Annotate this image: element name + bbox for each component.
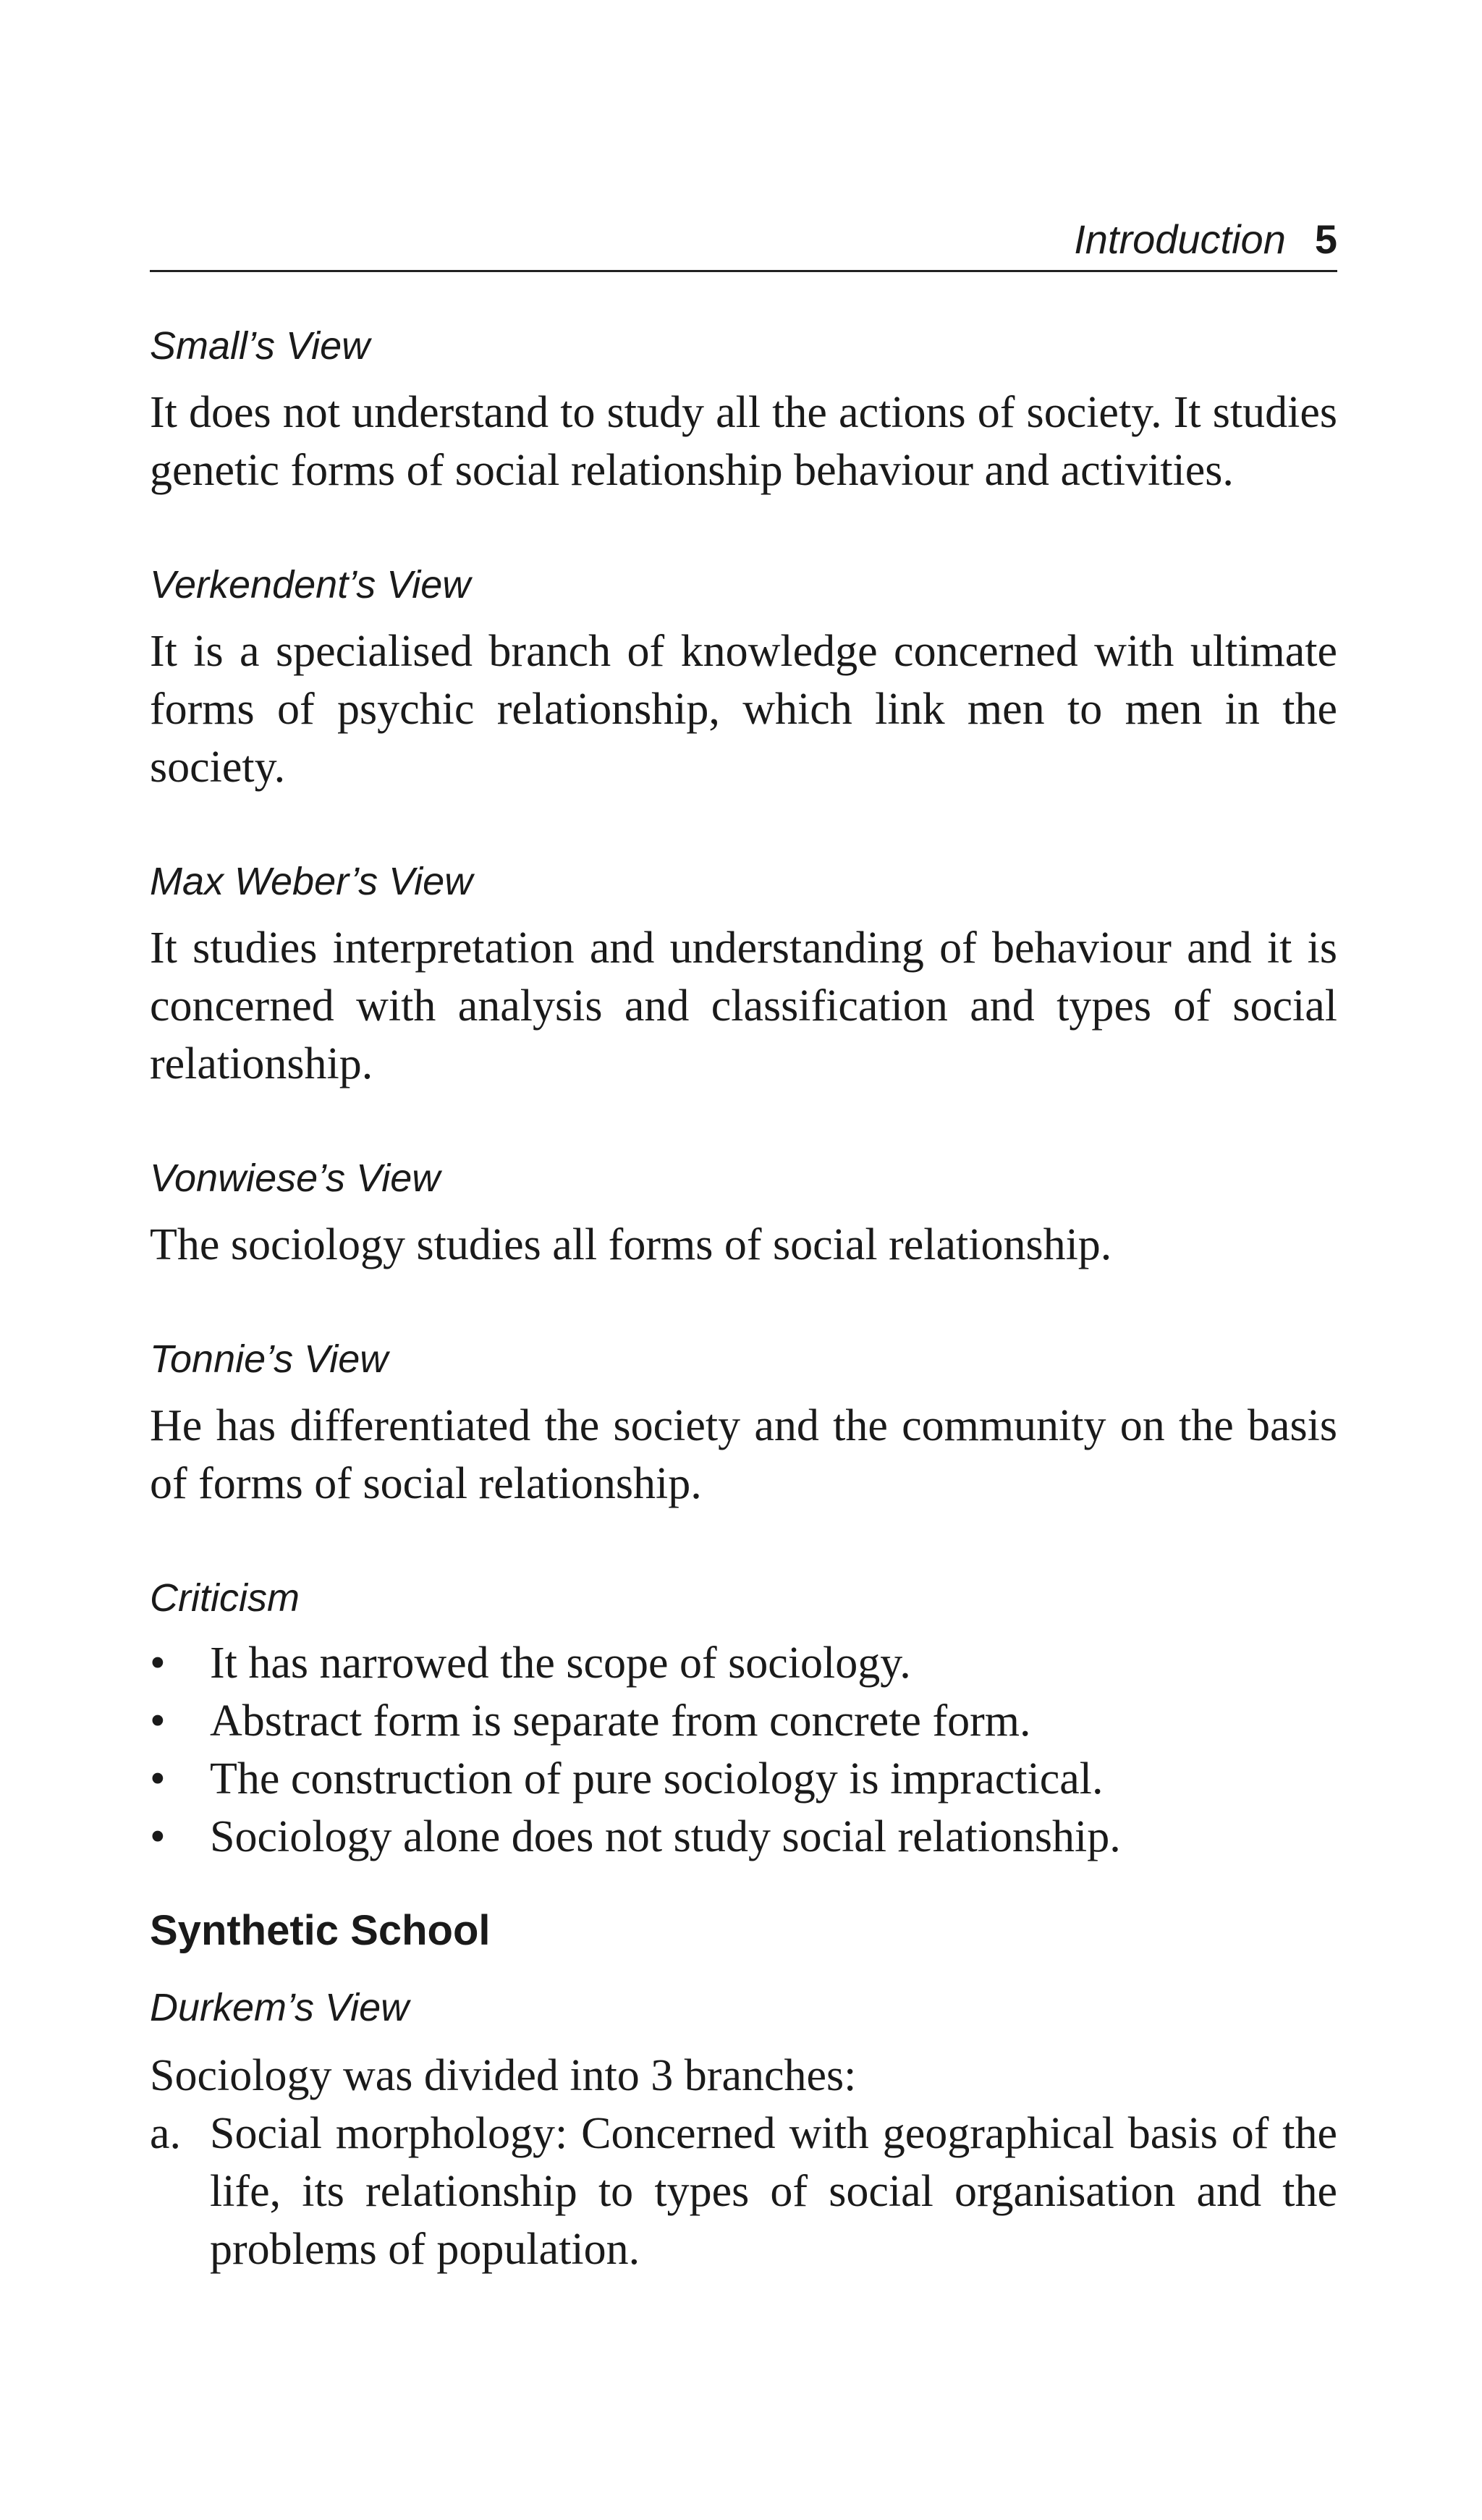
view-max-weber bbox=[150, 853, 1337, 1093]
criticism-heading: Criticism bbox=[150, 1576, 300, 1620]
list-item bbox=[150, 1750, 1337, 1808]
view-heading: Max Weber’s View bbox=[150, 860, 473, 903]
section-heading: Synthetic School bbox=[150, 1907, 491, 1954]
view-heading: Verkendent’s View bbox=[150, 563, 471, 606]
criticism-section bbox=[150, 1569, 1337, 1866]
view-small bbox=[150, 317, 1337, 499]
header-title: Introduction bbox=[1074, 216, 1286, 262]
view-heading: Vonwiese’s View bbox=[150, 1157, 441, 1200]
list-item bbox=[150, 2105, 1337, 2278]
view-text: It studies interpretation and understanding of behaviour and it is concerned with analysis and classification and types of social relationship. bbox=[150, 923, 1337, 1088]
bullet-icon: • bbox=[150, 1754, 166, 1804]
view-text: It does not understand to study all the actions of society. It studies genetic forms of social relationship behaviour and activities. bbox=[150, 388, 1337, 495]
view-tonnie bbox=[150, 1330, 1337, 1513]
view-text: The sociology studies all forms of social relationship. bbox=[150, 1220, 1112, 1269]
list-item bbox=[150, 1692, 1337, 1750]
view-heading: Tonnie’s View bbox=[150, 1337, 389, 1381]
list-item-text: The construction of pure sociology is impractical. bbox=[210, 1754, 1104, 1804]
view-text: It is a specialised branch of knowledge concerned with ultimate forms of psychic relationship, which link men to men in the society. bbox=[150, 627, 1337, 792]
criticism-list bbox=[150, 1634, 1337, 1866]
view-vonwiese bbox=[150, 1149, 1337, 1274]
list-marker: a. bbox=[150, 2109, 182, 2158]
list-item-text: Sociology alone does not study social relationship. bbox=[210, 1812, 1121, 1861]
intro-text: Sociology was divided into 3 branches: bbox=[150, 2051, 857, 2100]
list-item-text: Abstract form is separate from concrete form. bbox=[210, 1696, 1031, 1746]
view-verkendent bbox=[150, 556, 1337, 796]
bullet-icon: • bbox=[150, 1639, 166, 1688]
list-item-text: It has narrowed the scope of sociology. bbox=[210, 1639, 911, 1688]
page-number: 5 bbox=[1314, 216, 1337, 262]
list-item bbox=[150, 1808, 1337, 1866]
synthetic-school-section bbox=[150, 1902, 1337, 2278]
list-item-text: Social morphology: Concerned with geographical basis of the life, its relationship to types of social organisation and the problems of population. bbox=[210, 2109, 1337, 2274]
view-heading: Small’s View bbox=[150, 324, 370, 368]
page-content bbox=[150, 317, 1337, 2278]
view-heading: Durkem’s View bbox=[150, 1986, 410, 2029]
bullet-icon: • bbox=[150, 1696, 166, 1746]
running-header bbox=[150, 214, 1337, 272]
list-item bbox=[150, 1634, 1337, 1692]
bullet-icon: • bbox=[150, 1812, 166, 1861]
view-text: He has differentiated the society and the community on the basis of forms of social relationship. bbox=[150, 1401, 1337, 1508]
